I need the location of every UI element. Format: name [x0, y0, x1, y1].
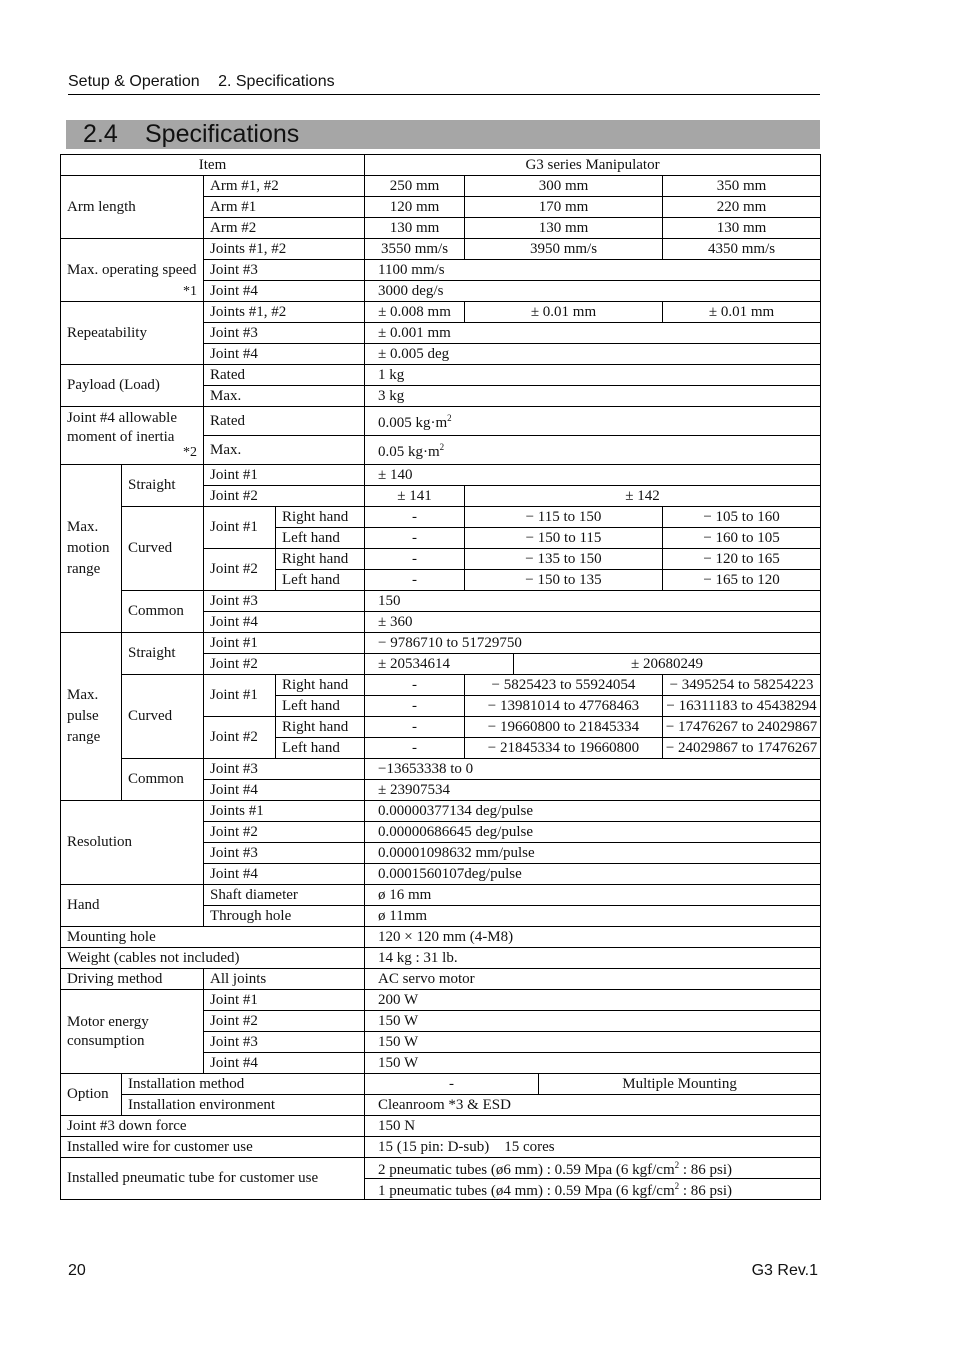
table-cell: -: [365, 738, 465, 759]
speed-label-text: Max. operating speed: [67, 261, 197, 278]
section-number: 2.4: [83, 120, 118, 148]
table-cell: ø 16 mm: [365, 885, 821, 906]
table-cell: [365, 1179, 821, 1200]
document-revision: G3 Rev.1: [751, 1262, 818, 1279]
table-cell: ± 0.01 mm: [663, 302, 821, 323]
table-cell: 120 mm: [365, 197, 465, 218]
table-cell: 350 mm: [663, 176, 821, 197]
table-cell: Right hand: [276, 675, 365, 696]
table-cell: − 9786710 to 51729750: [365, 633, 821, 654]
table-cell: 4350 mm/s: [663, 239, 821, 260]
table-cell: Straight: [122, 465, 204, 507]
exponent: 2: [674, 1160, 680, 1170]
table-cell: ± 20534614: [365, 654, 514, 675]
table-cell: Joint #4: [204, 612, 365, 633]
table-cell: − 13981014 to 47768463: [465, 696, 663, 717]
pulse-range-label: Max. pulse range: [61, 633, 122, 801]
table-cell: 0.0001560107deg/pulse: [365, 864, 821, 885]
table-cell: Joint #1: [204, 633, 365, 654]
table-cell: Shaft diameter: [204, 885, 365, 906]
table-row: [61, 302, 821, 323]
table-cell: 1 kg: [365, 365, 821, 386]
table-cell: Common: [122, 591, 204, 633]
table-cell: 130 mm: [465, 218, 663, 239]
table-cell: 0.00000686645 deg/pulse: [365, 822, 821, 843]
table-header-row: [61, 155, 821, 176]
table-cell: ± 0.005 deg: [365, 344, 821, 365]
arm-length-label: Arm length: [61, 176, 204, 239]
inertia-label-text: Joint #4 allowable moment of inertia: [67, 410, 177, 445]
inertia-label: [61, 407, 204, 465]
table-cell: -: [365, 1074, 539, 1095]
section-title-text: Specifications: [145, 120, 300, 148]
table-cell: 150 W: [365, 1032, 821, 1053]
repeatability-label: Repeatability: [61, 302, 204, 365]
exponent: 2: [447, 413, 452, 423]
table-cell: Joint #3: [204, 591, 365, 612]
table-cell: Joint #3: [204, 843, 365, 864]
table-cell: Joint #2: [204, 822, 365, 843]
table-cell: 15 (15 pin: D-sub) 15 cores: [365, 1137, 821, 1158]
table-cell: 3550 mm/s: [365, 239, 465, 260]
tube-value-2-tail: : 86 psi): [679, 1183, 733, 1199]
table-cell: − 19660800 to 21845334: [465, 717, 663, 738]
table-cell: ± 360: [365, 612, 821, 633]
table-cell: Joint #3: [204, 1032, 365, 1053]
table-cell: [365, 436, 821, 465]
table-cell: 3 kg: [365, 386, 821, 407]
table-cell: Right hand: [276, 717, 365, 738]
table-cell: − 24029867 to 17476267: [663, 738, 821, 759]
table-cell: Common: [122, 759, 204, 801]
table-row: [61, 239, 821, 260]
table-cell: Joint #1: [204, 507, 276, 549]
table-cell: Right hand: [276, 507, 365, 528]
table-cell: 120 × 120 mm (4-M8): [365, 927, 821, 948]
table-cell: Straight: [122, 633, 204, 675]
table-cell: − 17476267 to 24029867: [663, 717, 821, 738]
table-cell: − 105 to 160: [663, 507, 821, 528]
table-cell: Joint #1: [204, 990, 365, 1011]
table-row: [61, 591, 821, 612]
table-cell: 0.00000377134 deg/pulse: [365, 801, 821, 822]
page-header: [68, 72, 820, 95]
inertia-footnote-ref: *2: [183, 445, 197, 460]
table-row: [61, 1158, 821, 1179]
table-row: [61, 948, 821, 969]
table-cell: − 120 to 165: [663, 549, 821, 570]
table-cell: Mounting hole: [61, 927, 365, 948]
payload-label: Payload (Load): [61, 365, 204, 407]
table-cell: Installation environment: [122, 1095, 365, 1116]
arm-length-sub: Arm #2: [204, 218, 365, 239]
table-cell: Multiple Mounting: [539, 1074, 821, 1095]
table-cell: 300 mm: [465, 176, 663, 197]
header-section: Setup & Operation: [68, 73, 200, 90]
table-cell: − 115 to 150: [465, 507, 663, 528]
table-row: [61, 675, 821, 696]
table-cell: 220 mm: [663, 197, 821, 218]
table-cell: Curved: [122, 675, 204, 759]
table-cell: Joint #2: [204, 717, 276, 759]
table-cell: 130 mm: [365, 218, 465, 239]
section-title: [66, 120, 820, 149]
table-cell: Through hole: [204, 906, 365, 927]
table-cell: 150 W: [365, 1053, 821, 1074]
table-row: [61, 969, 821, 990]
table-cell: − 16311183 to 45438294: [663, 696, 821, 717]
resolution-label: Resolution: [61, 801, 204, 885]
table-cell: 3950 mm/s: [465, 239, 663, 260]
table-cell: 150 W: [365, 1011, 821, 1032]
table-cell: 0.00001098632 mm/pulse: [365, 843, 821, 864]
table-row: [61, 407, 821, 436]
table-cell: − 21845334 to 19660800: [465, 738, 663, 759]
table-row: [61, 633, 821, 654]
table-row: [61, 1137, 821, 1158]
table-row: [61, 365, 821, 386]
table-cell: − 3495254 to 58254223: [663, 675, 821, 696]
hand-label: Hand: [61, 885, 204, 927]
table-cell: Joint #3: [204, 260, 365, 281]
table-cell: AC servo motor: [365, 969, 821, 990]
table-row: [61, 1095, 821, 1116]
table-cell: -: [365, 549, 465, 570]
table-cell: Joint #4: [204, 1053, 365, 1074]
table-cell: ± 20680249: [514, 654, 821, 675]
inertia-max-value: 0.05 kg·m: [378, 444, 440, 460]
table-cell: -: [365, 675, 465, 696]
table-cell: − 160 to 105: [663, 528, 821, 549]
table-cell: All joints: [204, 969, 365, 990]
tube-value-2: 1 pneumatic tubes (ø4 mm) : 0.59 Mpa (6 kgf/cm: [378, 1183, 675, 1199]
exponent: 2: [674, 1181, 680, 1191]
motion-range-label: Max. motion range: [61, 465, 122, 633]
table-cell: Left hand: [276, 570, 365, 591]
table-cell: Driving method: [61, 969, 204, 990]
table-cell: Left hand: [276, 528, 365, 549]
table-cell: ± 0.001 mm: [365, 323, 821, 344]
table-cell: Joint #4: [204, 281, 365, 302]
table-row: [61, 1116, 821, 1137]
table-cell: Joint #4: [204, 864, 365, 885]
pneumatic-label: Installed pneumatic tube for customer use: [61, 1158, 365, 1200]
table-cell: Installation method: [122, 1074, 365, 1095]
table-cell: Joint #2: [204, 654, 365, 675]
table-cell: Joint #3: [204, 323, 365, 344]
table-cell: Rated: [204, 407, 365, 436]
table-row: [61, 465, 821, 486]
table-cell: Cleanroom *3 & ESD: [365, 1095, 821, 1116]
table-cell: Joint #2: [204, 1011, 365, 1032]
table-cell: Joints #1, #2: [204, 302, 365, 323]
tube-value-1: 2 pneumatic tubes (ø6 mm) : 0.59 Mpa (6 kgf/cm: [378, 1162, 675, 1178]
arm-length-sub: Arm #1: [204, 197, 365, 218]
table-cell: Left hand: [276, 696, 365, 717]
table-cell: Joint #1: [204, 465, 365, 486]
speed-footnote-ref: *1: [183, 284, 197, 299]
table-row: [61, 885, 821, 906]
table-cell: Joint #2: [204, 549, 276, 591]
table-cell: 170 mm: [465, 197, 663, 218]
table-cell: Joint #3: [204, 759, 365, 780]
table-cell: Joint #1: [204, 675, 276, 717]
table-cell: − 150 to 115: [465, 528, 663, 549]
table-cell: − 165 to 120: [663, 570, 821, 591]
table-cell: -: [365, 696, 465, 717]
table-cell: 200 W: [365, 990, 821, 1011]
table-row: [61, 759, 821, 780]
table-cell: Joint #2: [204, 486, 365, 507]
table-cell: 14 kg : 31 lb.: [365, 948, 821, 969]
arm-length-sub: Arm #1, #2: [204, 176, 365, 197]
option-label: Option: [61, 1074, 122, 1116]
table-cell: 1100 mm/s: [365, 260, 821, 281]
table-cell: 150 N: [365, 1116, 821, 1137]
table-row: [61, 507, 821, 528]
table-cell: 3000 deg/s: [365, 281, 821, 302]
table-cell: Rated: [204, 365, 365, 386]
table-cell: -: [365, 528, 465, 549]
table-cell: ± 141: [365, 486, 465, 507]
table-cell: −13653338 to 0: [365, 759, 821, 780]
speed-label: [61, 239, 204, 302]
table-row: [61, 801, 821, 822]
table-row: [61, 927, 821, 948]
col-item-header: Item: [61, 155, 365, 176]
col-value-header: G3 series Manipulator: [365, 155, 821, 176]
table-cell: − 5825423 to 55924054: [465, 675, 663, 696]
table-cell: ± 23907534: [365, 780, 821, 801]
motor-energy-label: Motor energy consumption: [61, 990, 204, 1074]
header-chapter: 2. Specifications: [218, 73, 335, 90]
table-row: [61, 1074, 821, 1095]
table-cell: Max.: [204, 436, 365, 465]
table-cell: -: [365, 717, 465, 738]
table-cell: Max.: [204, 386, 365, 407]
table-cell: Joints #1: [204, 801, 365, 822]
table-cell: Joint #4: [204, 780, 365, 801]
table-cell: ± 140: [365, 465, 821, 486]
table-cell: Installed wire for customer use: [61, 1137, 365, 1158]
table-cell: Left hand: [276, 738, 365, 759]
table-cell: 250 mm: [365, 176, 465, 197]
table-cell: Right hand: [276, 549, 365, 570]
table-cell: ± 142: [465, 486, 821, 507]
table-cell: − 135 to 150: [465, 549, 663, 570]
table-cell: -: [365, 570, 465, 591]
tube-value-1-tail: : 86 psi): [679, 1162, 733, 1178]
table-cell: − 150 to 135: [465, 570, 663, 591]
table-row: [61, 176, 821, 197]
table-cell: [365, 407, 821, 436]
table-cell: -: [365, 507, 465, 528]
table-cell: 150: [365, 591, 821, 612]
table-cell: Joint #4: [204, 344, 365, 365]
table-cell: 130 mm: [663, 218, 821, 239]
exponent: 2: [439, 442, 445, 452]
inertia-rated-value: 0.005 kg·m: [378, 415, 448, 431]
table-row: [61, 990, 821, 1011]
page-number: 20: [68, 1262, 86, 1279]
table-cell: ± 0.008 mm: [365, 302, 465, 323]
specifications-table: [60, 154, 821, 1200]
table-cell: ø 11mm: [365, 906, 821, 927]
table-cell: Curved: [122, 507, 204, 591]
table-cell: [365, 1158, 821, 1179]
table-cell: Joint #3 down force: [61, 1116, 365, 1137]
table-cell: ± 0.01 mm: [465, 302, 663, 323]
table-cell: Weight (cables not included): [61, 948, 365, 969]
table-cell: Joints #1, #2: [204, 239, 365, 260]
